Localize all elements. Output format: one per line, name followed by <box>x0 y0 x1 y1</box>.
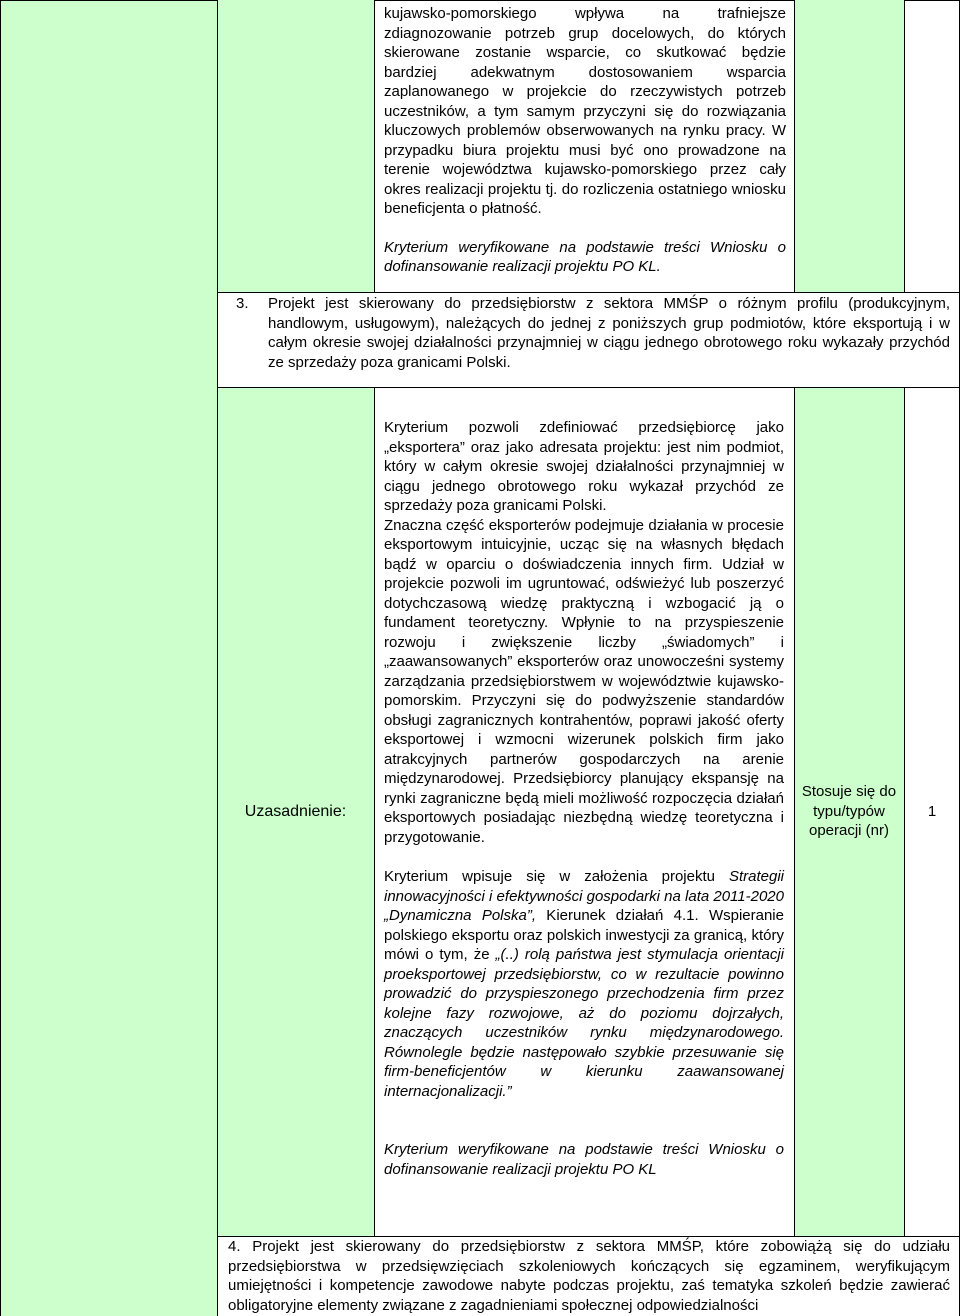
top-verification: Kryterium weryfikowane na podstawie treści Wniosku o dofinansowanie realizacji projektu PO KL. <box>384 238 786 275</box>
criterion-4-number: 4. <box>228 1238 241 1255</box>
operation-number-wrap <box>904 387 960 1236</box>
left-green-column <box>0 0 217 1316</box>
justification-p3-quote: „(..) rolą państwa jest stymulacja orientacji proeksportowej przedsiębiorstw, co w rezultacie powinno prowadzić do przyspieszonego przechodzenia firm przez kolejne fazy rozwojowe, aż do poziomu dojrzałych, znaczących uczestników rynku międzynarodowego. Równolegle będzie następowało szybkie przesuwanie się firm-beneficjentów w kierunku zaawansowanej internacjonalizacji.” <box>384 946 785 1100</box>
justification-p3 <box>384 867 784 1101</box>
criterion-4-body: Projekt jest skierowany do przedsiębiorstw z sektora MMŚP, które zobowiążą się do udziału przedsiębiorstwa w przedsięwzięciach szkoleniowych kończących się egzaminem, weryfikującym umiejętności i kompetencje zawodowe nabyte podczas projektu, zaś tematyka szkoleń będzie zawierać obligatoryjne elementy związane z zagadnieniami społecznej odpowiedzialności <box>228 1238 951 1314</box>
justification-label: Uzasadnienie: <box>244 802 347 820</box>
top-paragraph-text: kujawsko-pomorskiego wpływa na trafniejsze zdiagnozowanie potrzeb grup docelowych, do których skierowane zostanie wsparcie, co skutkować będzie bardziej adekwatnym dostosowaniem wsparcia zaplanowanego w projekcie do rzeczywistych potrzeb uczestników, a tym samym przyczyni się do rozwiązania kluczowych problemów obserwowanych na rynku pracy. W przypadku biura projektu musi być ono prowadzone na terenie województwa kujawsko-pomorskiego przez cały okres realizacji projektu tj. do rozliczenia ostatniego wniosku beneficjenta o płatność. <box>384 5 786 217</box>
justification-p3-start: Kryterium wpisuje się w założenia projektu <box>384 868 729 885</box>
top-applies-cell <box>794 0 904 292</box>
justification-p3-mid: Kierunek działań 4.1. Wspieranie polskiego eksportu oraz polskich inwestycji za granicą, który mówi o tym, że <box>384 907 784 963</box>
top-number-cell <box>904 0 960 292</box>
operation-number: 1 <box>927 803 937 820</box>
criterion-3-number-wrap <box>236 294 266 314</box>
justification-label-wrap <box>217 387 374 1236</box>
justification-p3-strategy: Strategii innowacyjności i efektywności gospodarki na lata 2011-2020 „Dynamiczna Polska”, <box>384 868 784 924</box>
justification-verification: Kryterium weryfikowane na podstawie treści Wniosku o dofinansowanie realizacji projektu PO KL <box>384 1141 784 1178</box>
criterion-4-text <box>228 1237 950 1315</box>
top-label-cell <box>217 0 374 292</box>
applies-wrap <box>796 387 902 1236</box>
applies-text: Stosuje się do typu/typów operacji (nr) <box>801 783 897 840</box>
criterion-3-number-label: 3. <box>236 295 249 312</box>
justification-p2: Znaczna część eksporterów podejmuje działania w procesie eksportowym intuicyjnie, ucząc się na własnych błędach bądź w oparciu o doświadczenia innych firm. Udział w projekcie pozwoli im ugruntować, odświeżyć lub poszerzyć dotychczasową wiedzę praktyczną i wzbogacić ją o fundament teoretyczny. Wpłynie to na przyspieszenie rozwoju i zwiększenie liczby „świadomych” i „zaawansowanych” eksporterów oraz unowocześni systemy zarządzania przedsiębiorstwem w województwie kujawsko-pomorskim. Przyczyni się do podwyższenie standardów obsługi zagranicznych kontrahentów, poprawi jakość oferty eksportowej i wzmocni wizerunek polskich firm jako atrakcyjnych partnerów gospodarczych na arenie międzynarodowej. Przedsiębiorcy planujący ekspansję na rynki zagraniczne będą mieli możliwość rozpoczęcia działań eksportowych posiadając niezbędną wiedzę teoretyczna i przygotowanie. <box>384 516 784 846</box>
justification-text <box>384 418 784 1179</box>
justification-p1: Kryterium pozwoli zdefiniować przedsiębiorcę jako „eksportera” oraz jako adresata projektu: jest nim podmiot, który w całym okresie swojej działalności przynajmniej w ciągu jednego obrotowego roku wykazał przychód ze sprzedaży poza granicami Polski. <box>384 419 784 514</box>
top-paragraph <box>384 4 786 277</box>
criterion-3-text: Projekt jest skierowany do przedsiębiorstw z sektora MMŚP o różnym profilu (produkcyjnym, handlowym, usługowym), należących do jednej z poniższych grup podmiotów, które eksportują i w całym okresie swojej działalności przynajmniej w ciągu jednego obrotowego roku wykazały przychód ze sprzedaży poza granicami Polski. <box>268 295 950 371</box>
